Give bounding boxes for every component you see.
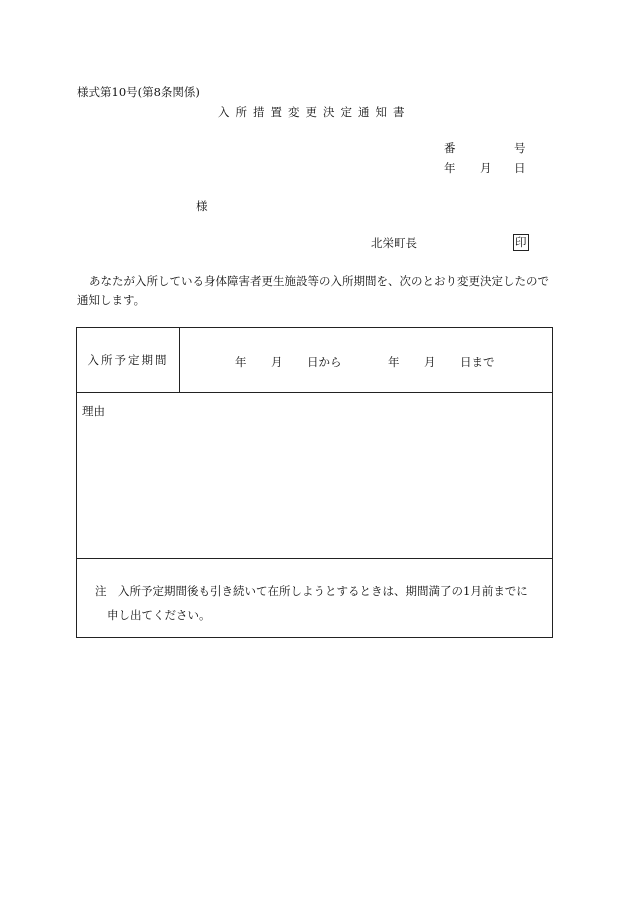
- document-number-suffix: 号: [514, 141, 526, 155]
- date-day-label: 日: [514, 161, 526, 175]
- document-title: 入所措置変更決定通知書: [218, 105, 411, 119]
- note-line-1: 注 入所予定期間後も引き続いて在所しようとするときは、期間満了の1月前までに: [95, 584, 528, 598]
- note-row: [77, 559, 553, 638]
- reason-cell: [77, 393, 553, 559]
- period-to-day: 日まで: [460, 355, 495, 369]
- reason-label: 理由: [82, 404, 105, 418]
- note-line-2: 申し出てください。: [107, 608, 211, 622]
- date-month-label: 月: [480, 161, 492, 175]
- date-year-label: 年: [444, 161, 456, 175]
- period-row: [77, 328, 553, 393]
- addressee-honorific: 様: [196, 199, 208, 213]
- note-text: [77, 559, 552, 627]
- issuer-name: 北栄町長: [371, 236, 417, 250]
- period-to-year: 年: [388, 355, 400, 369]
- reason-row: [77, 393, 553, 559]
- period-from-year: 年: [235, 355, 247, 369]
- document-number-label: 番: [444, 141, 456, 155]
- period-from-month: 月: [271, 355, 283, 369]
- notice-form-table: [76, 327, 553, 638]
- form-number: 様式第10号(第8条関係): [77, 85, 200, 99]
- notice-body-text: あなたが入所している身体障害者更生施設等の入所期間を、次のとおり変更決定したので通知します。: [77, 274, 549, 307]
- seal-mark: 印: [515, 235, 527, 249]
- note-cell: [77, 559, 553, 638]
- period-label: 入所予定期間: [77, 328, 180, 393]
- period-to-month: 月: [424, 355, 436, 369]
- period-value: [180, 328, 553, 393]
- period-from-day: 日から: [307, 355, 342, 369]
